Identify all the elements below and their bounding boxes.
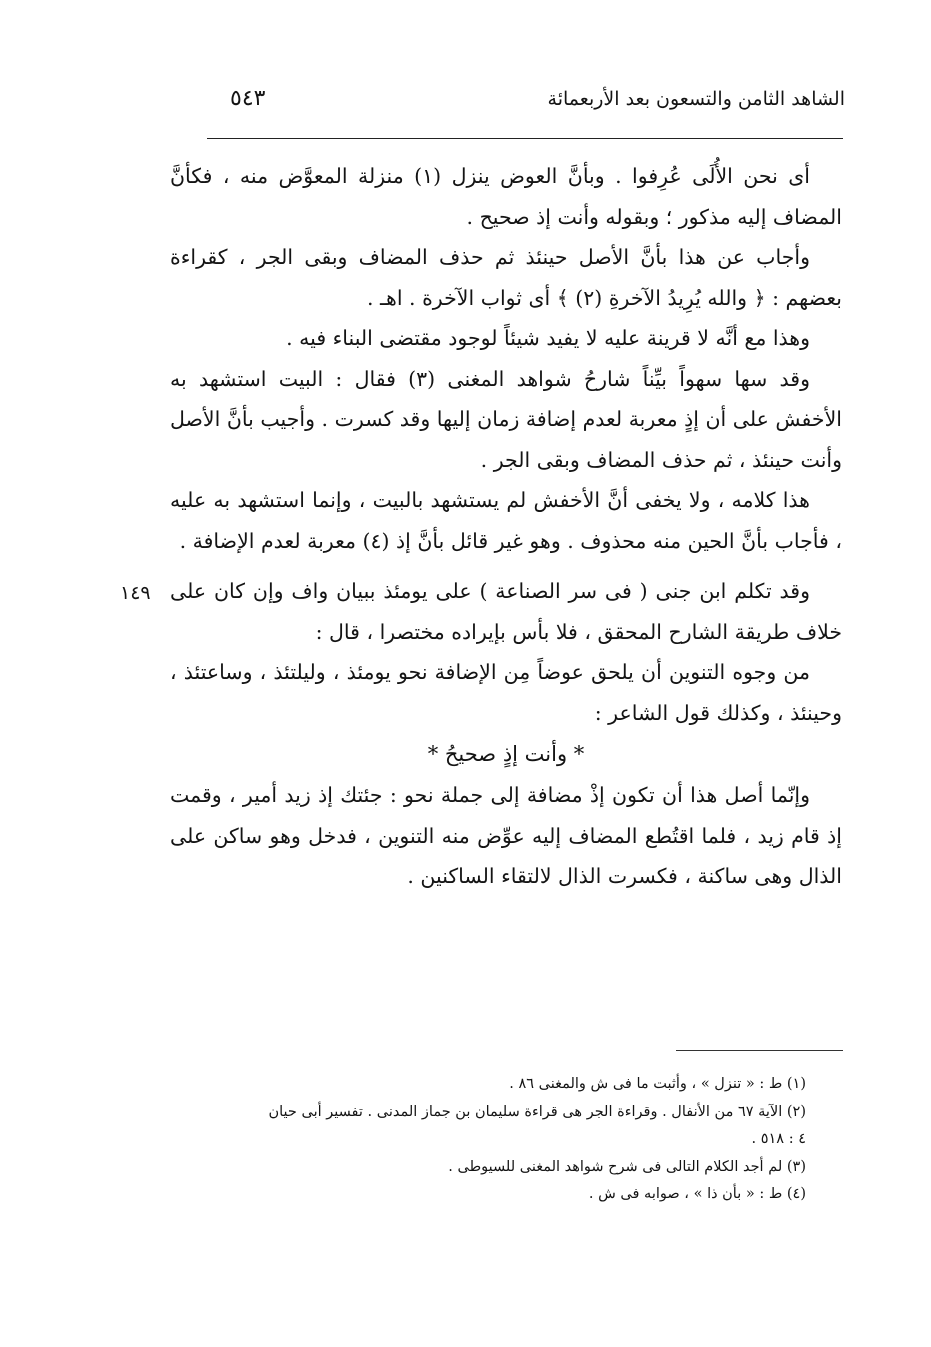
page-header — [205, 88, 845, 124]
footnote: (٣) لم أجد الكلام التالى فى شرح شواهد المغنى للسيوطى . — [448, 1158, 806, 1175]
paragraph: وأجاب عن هذا بأنَّ الأصل حينئذ ثم حذف المضاف وبقى الجر ، كقراءة بعضهم : ﴿ والله يُرِيدُ الآخرةِ (٢) ﴾ أى ثواب الآخرة . اهـ . — [170, 245, 842, 310]
paragraph: أى نحن الأُلَى عُرِفوا . وبأنَّ العوض ينزل (١) منزلة المعوَّض منه ، فكأنَّ المضاف إليه مذكور ؛ وبقوله وأنت إذ صحيح . — [170, 164, 842, 229]
paragraph: وقد تكلم ابن جنى ( فى سر الصناعة ) على يومئذ ببيان واف وإن كان على خلاف طريقة الشارح المحقق ، فلا بأس بإيراده مختصرا ، قال : — [170, 579, 842, 644]
footnote-continuation: ٤ : ٥١٨ . — [751, 1131, 806, 1147]
paragraph: وإنّما أصل هذا أن تكون إذْ مضافة إلى جملة نحو : جئتك إذ زيد أمير ، وقمت إذ قام زيد ، فلما اقتُطع المضاف إليه عوِّض منه التنوين ، فدخل وهو ساكن على الذال وهى ساكنة ، فكسرت الذال لالتقاء الساكنين . — [170, 783, 842, 888]
footnote: (٢) الآية ٦٧ من الأنفال . وقراءة الجر هى قراءة سليمان بن جماز المدنى . تفسير أبى حيان — [268, 1103, 806, 1120]
header-rule — [207, 138, 843, 139]
footnote-separator — [676, 1050, 843, 1051]
paragraph: من وجوه التنوين أن يلحق عوضاً مِن الإضافة نحو يومئذ ، وليلتئذ ، وساعتئذ ، وحينئذ ، وكذلك قول الشاعر : — [170, 660, 842, 725]
footnotes — [186, 1071, 806, 1209]
main-text — [170, 156, 842, 897]
footnote: (١) ط : « تنزل » ، وأثبت ما فى ش والمغنى ٨٦ . — [509, 1076, 806, 1092]
margin-reference-number: ١٤٩ — [120, 582, 151, 604]
paragraph: وهذا مع أنَّه لا قرينة عليه لا يفيد شيئاً لوجود مقتضى البناء فيه . — [286, 326, 810, 350]
paragraph: هذا كلامه ، ولا يخفى أنَّ الأخفش لم يستشهد بالبيت ، وإنما استشهد به عليه ، فأجاب بأنَّ الحين منه محذوف . وهو غير قائل بأنَّ إذ (٤) معربة لعدم الإضافة . — [170, 488, 842, 553]
poetry-verse: * وأنت إذٍ صحيحُ * — [427, 742, 585, 766]
running-title: الشاهد الثامن والتسعون بعد الأربعمائة — [547, 88, 845, 110]
page-number: ٥٤٣ — [230, 86, 266, 111]
paragraph: وقد سها سهواً بيِّناً شارحُ شواهد المغنى (٣) فقال : البيت استشهد به الأخفش على أن إذٍ معربة لعدم إضافة زمان إليها وقد كسرت . وأجيب بأنَّ الأصل وأنت حينئذ ، ثم حذف المضاف وبقى الجر . — [170, 366, 842, 472]
footnote: (٤) ط : « بأن ذا » ، صوابه فى ش . — [588, 1186, 806, 1202]
spacer — [170, 561, 842, 571]
